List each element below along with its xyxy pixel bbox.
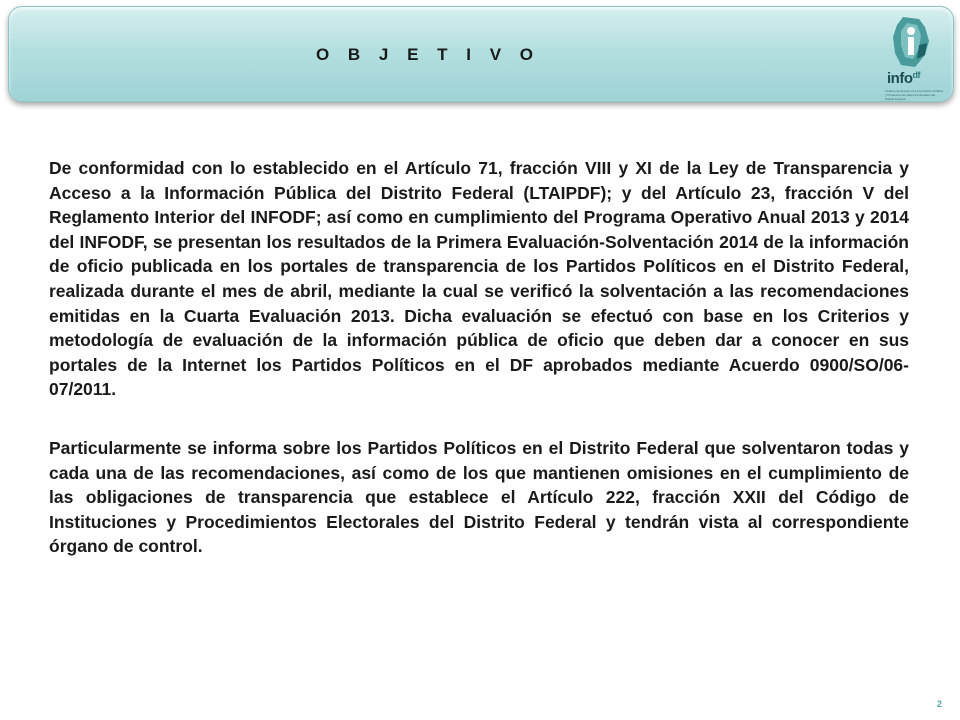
paragraph-1: De conformidad con lo establecido en el Artículo 71, fracción VIII y XI de la Ley de Transparencia y Acceso a la Información Pública del Distrito Federal (LTAIPDF); y del Artículo 23, fracción V del Reglamento Interior del INFODF; así como en cumplimiento del Programa Operativo Anual 2013 y 2014 del INFODF, se presentan los resultados de la Primera Evaluación-Solventación 2014 de la información de oficio publicada en los portales de transparencia de los Partidos Políticos en el Distrito Federal, realizada durante el mes de abril, mediante la cual se verificó la solventación a las recomendaciones emitidas en la Cuarta Evaluación 2013. Dicha evaluación se efectuó con base en los Criterios y metodología de evaluación de la información pública de oficio que deben dar a conocer en sus portales de la Internet los Partidos Políticos en el DF aprobados mediante Acuerdo 0900/SO/06-07/2011.: [49, 158, 909, 400]
logo-wordmark-suffix: df: [912, 70, 920, 80]
page-number: 2: [937, 699, 943, 709]
logo-wordmark-main: info: [887, 70, 913, 87]
paragraph-2: Particularmente se informa sobre los Partidos Políticos en el Distrito Federal que solventaron todas y cada una de las recomendaciones, así como de los que mantienen omisiones en el cumplimiento de las obligaciones de transparencia que establece el Artículo 222, fracción XXII del Código de Instituciones y Procedimientos Electorales del Distrito Federal y tendrán vista al correspondiente órgano de control.: [49, 437, 909, 557]
infodf-logo: [875, 15, 951, 103]
header-bar: [8, 6, 954, 102]
main-content: [49, 156, 909, 593]
logo-tagline: Instituto de Acceso a la Información Pública y Protección de Datos Personales del Distrito Federal: [885, 89, 944, 101]
logo-wordmark: [887, 70, 920, 87]
infodf-logo-icon: [875, 15, 951, 71]
page-title: O B J E T I V O: [315, 45, 541, 64]
